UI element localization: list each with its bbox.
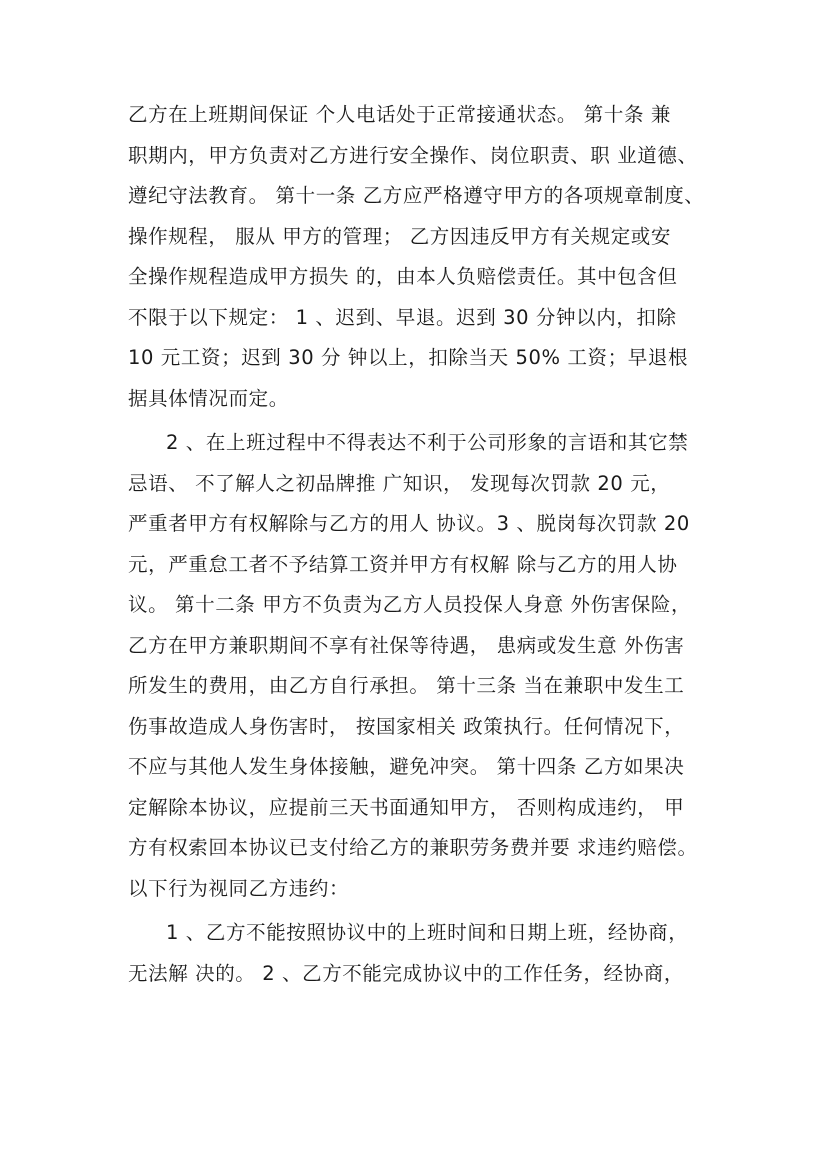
text-line: 伤事故造成人身伤害时， 按国家相关 政策执行。任何情况下， bbox=[128, 714, 685, 738]
text-line: 遵纪守法教育。 第十一条 乙方应严格遵守甲方的各项规章制度、 bbox=[128, 184, 705, 207]
text-line: 职期内，甲方负责对乙方进行安全操作、岗位职责、职 业道德、 bbox=[128, 143, 698, 167]
text-line: 全操作规程造成甲方损失 的，由本人负赔偿责任。其中包含但 bbox=[128, 265, 678, 288]
text-line: 乙方在上班期间保证 个人电话处于正常接通状态。 第十条 兼 bbox=[128, 103, 671, 126]
text-line: 乙方在甲方兼职期间不享有社保等待遇， 患病或发生意 外伤害 bbox=[128, 633, 685, 657]
text-line: 议。 第十二条 甲方不负责为乙方人员投保人身意 外伤害保险， bbox=[128, 593, 692, 616]
paragraph-1 bbox=[128, 95, 708, 419]
text-line: 定解除本协议，应提前三天书面通知甲方， 否则构成违约， 甲 bbox=[128, 795, 685, 819]
text-line: 方有权索回本协议已支付给乙方的兼职劳务费并要 求违约赔偿。 bbox=[128, 836, 698, 859]
text-line: 不应与其他人发生身体接触，避免冲突。 第十四条 乙方如果决 bbox=[128, 755, 685, 778]
paragraph-2 bbox=[128, 423, 708, 909]
text-line: 元，严重怠工者不予结算工资并甲方有权解 除与乙方的用人协 bbox=[128, 552, 678, 576]
text-line: 10 元工资；迟到 30 分 钟以上，扣除当天 50% 工资；早退根 bbox=[128, 346, 689, 369]
text-line: 2 、在上班过程中不得表达不利于公司形象的言语和其它禁 bbox=[166, 431, 689, 454]
text-line: 所发生的费用，由乙方自行承担。 第十三条 当在兼职中发生工 bbox=[128, 674, 685, 697]
text-line: 操作规程， 服从 甲方的管理； 乙方因违反甲方有关规定或安 bbox=[128, 224, 671, 248]
text-line: 1 、乙方不能按照协议中的上班时间和日期上班，经协商， bbox=[166, 921, 689, 944]
document-body bbox=[128, 95, 708, 994]
text-line: 以下行为视同乙方违约： bbox=[128, 876, 350, 900]
paragraph-3 bbox=[128, 913, 708, 994]
text-line: 无法解 决的。 2 、乙方不能完成协议中的工作任务，经协商， bbox=[128, 961, 685, 985]
text-line: 严重者甲方有权解除与乙方的用人 协议。3 、脱岗每次罚款 20 bbox=[128, 512, 690, 535]
text-line: 忌语、 不了解人之初品牌推 广知识， 发现每次罚款 20 元， bbox=[128, 471, 671, 495]
text-line: 据具体情况而定。 bbox=[128, 386, 289, 410]
text-line: 不限于以下规定： 1 、迟到、早退。迟到 30 分钟以内，扣除 bbox=[128, 305, 677, 329]
